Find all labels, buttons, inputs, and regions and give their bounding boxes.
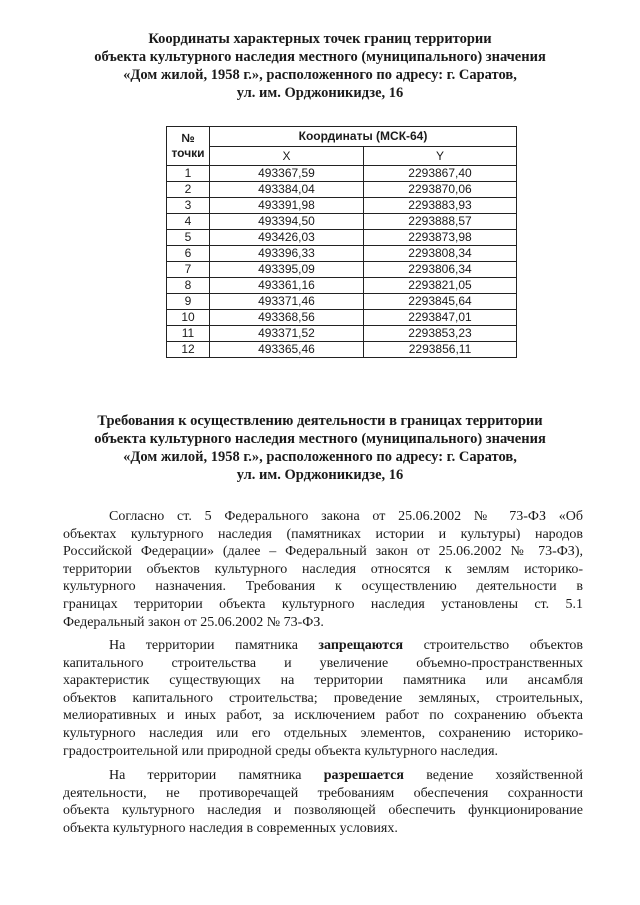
point-number-header [167, 127, 210, 166]
prohibited-paragraph [63, 637, 583, 760]
text-segment: строительство объектов [423, 638, 584, 653]
text-segment: На территории памятника [109, 638, 298, 653]
table-row [167, 198, 517, 214]
x-value: 493361,16 [210, 278, 364, 294]
table-row [167, 182, 517, 198]
x-value: 493426,03 [210, 230, 364, 246]
paragraph-line: объекта культурного наследия и позволяющей обеспечить функционирование [63, 803, 583, 819]
point-number-header-line1: № [181, 131, 195, 145]
paragraph-line: культурного назначения. Требования к осуществлению деятельности в [63, 579, 583, 595]
table-row [167, 278, 517, 294]
table-row [167, 342, 517, 358]
paragraph-line: объекта культурного наследия в современных условиях. [63, 820, 398, 836]
heading-line: ул. им. Орджоникидзе, 16 [236, 467, 404, 483]
paragraph-line: деятельности, не противоречащей требованиям обеспечения сохранности [63, 785, 583, 801]
point-number: 2 [167, 182, 210, 198]
table-row [167, 246, 517, 262]
y-value: 2293806,34 [364, 262, 517, 278]
y-header: Y [364, 147, 517, 166]
x-value: 493365,46 [210, 342, 364, 358]
permitted-paragraph [63, 767, 583, 837]
x-value: 493368,56 [210, 310, 364, 326]
coordinates-heading [70, 30, 570, 102]
point-number-header-line2: точки [171, 146, 205, 160]
law-paragraph [63, 508, 583, 631]
table-row [167, 326, 517, 342]
prohibited-keyword: запрещаются [318, 638, 404, 653]
text-segment: ведение хозяйственной [426, 768, 584, 783]
coordinates-header: Координаты (МСК-64) [210, 127, 517, 147]
coordinates-table [166, 126, 517, 358]
y-value: 2293873,98 [364, 230, 517, 246]
table-row [167, 262, 517, 278]
paragraph-line: объектах культурного наследия (памятниках истории и культуры) народов [63, 526, 583, 542]
y-value: 2293845,64 [364, 294, 517, 310]
paragraph-line [63, 637, 583, 655]
y-value: 2293853,23 [364, 326, 517, 342]
paragraph-line: характеристик существующих на территории памятника или ансамбля [63, 673, 583, 689]
heading-line: ул. им. Орджоникидзе, 16 [236, 85, 404, 101]
paragraph-line: капитального строительства и увеличение объемно-пространственных [63, 655, 583, 671]
paragraph-line: территории объектов культурного наследия относятся к землям историко- [63, 561, 583, 577]
text-segment: На территории памятника [109, 768, 302, 783]
x-value: 493371,52 [210, 326, 364, 342]
y-value: 2293821,05 [364, 278, 517, 294]
paragraph-line: мелиоративных и иных работ, за исключением работ по сохранению объекта [63, 708, 583, 724]
paragraph-line: объектов капитального строительства; проведение земляных, строительных, [63, 690, 583, 706]
table-row [167, 310, 517, 326]
table-row [167, 214, 517, 230]
point-number: 9 [167, 294, 210, 310]
x-value: 493395,09 [210, 262, 364, 278]
y-value: 2293888,57 [364, 214, 517, 230]
point-number: 8 [167, 278, 210, 294]
paragraph-line: Федеральный закон от 25.06.2002 № 73-ФЗ. [63, 614, 324, 630]
x-value: 493384,04 [210, 182, 364, 198]
point-number: 12 [167, 342, 210, 358]
x-value: 493367,59 [210, 166, 364, 182]
point-number: 6 [167, 246, 210, 262]
heading-line: «Дом жилой, 1958 г.», расположенного по адресу: г. Саратов, [123, 449, 517, 465]
table-row [167, 230, 517, 246]
heading-line: объекта культурного наследия местного (муниципального) значения [94, 49, 546, 65]
y-value: 2293808,34 [364, 246, 517, 262]
heading-line: «Дом жилой, 1958 г.», расположенного по адресу: г. Саратов, [123, 67, 517, 83]
table-row [167, 294, 517, 310]
paragraph-line [63, 767, 583, 785]
point-number: 4 [167, 214, 210, 230]
heading-line: Координаты характерных точек границ территории [148, 31, 492, 47]
point-number: 1 [167, 166, 210, 182]
heading-line: объекта культурного наследия местного (муниципального) значения [94, 431, 546, 447]
heading-line: Требования к осуществлению деятельности в границах территории [97, 413, 543, 429]
point-number: 5 [167, 230, 210, 246]
requirements-heading [70, 412, 570, 484]
x-value: 493394,50 [210, 214, 364, 230]
point-number: 7 [167, 262, 210, 278]
y-value: 2293867,40 [364, 166, 517, 182]
x-header: X [210, 147, 364, 166]
point-number: 11 [167, 326, 210, 342]
x-value: 493396,33 [210, 246, 364, 262]
paragraph-line: культурного наследия или его отдельных элементов, сохранению историко- [63, 725, 583, 741]
point-number: 10 [167, 310, 210, 326]
paragraph-line: Согласно ст. 5 Федерального закона от 25.06.2002 № 73-ФЗ «Об [109, 509, 583, 524]
table-row [167, 166, 517, 182]
permitted-keyword: разрешается [323, 768, 404, 783]
paragraph-line: градостроительной или природной среды объекта культурного наследия. [63, 743, 499, 759]
y-value: 2293847,01 [364, 310, 517, 326]
x-value: 493371,46 [210, 294, 364, 310]
paragraph-line: границах территории объекта культурного наследия установлены ст. 5.1 [63, 596, 583, 612]
paragraph-line: Российской Федерации» (далее – Федеральный закон от 25.06.2002 № 73-ФЗ), [63, 544, 583, 560]
y-value: 2293856,11 [364, 342, 517, 358]
x-value: 493391,98 [210, 198, 364, 214]
y-value: 2293870,06 [364, 182, 517, 198]
y-value: 2293883,93 [364, 198, 517, 214]
point-number: 3 [167, 198, 210, 214]
